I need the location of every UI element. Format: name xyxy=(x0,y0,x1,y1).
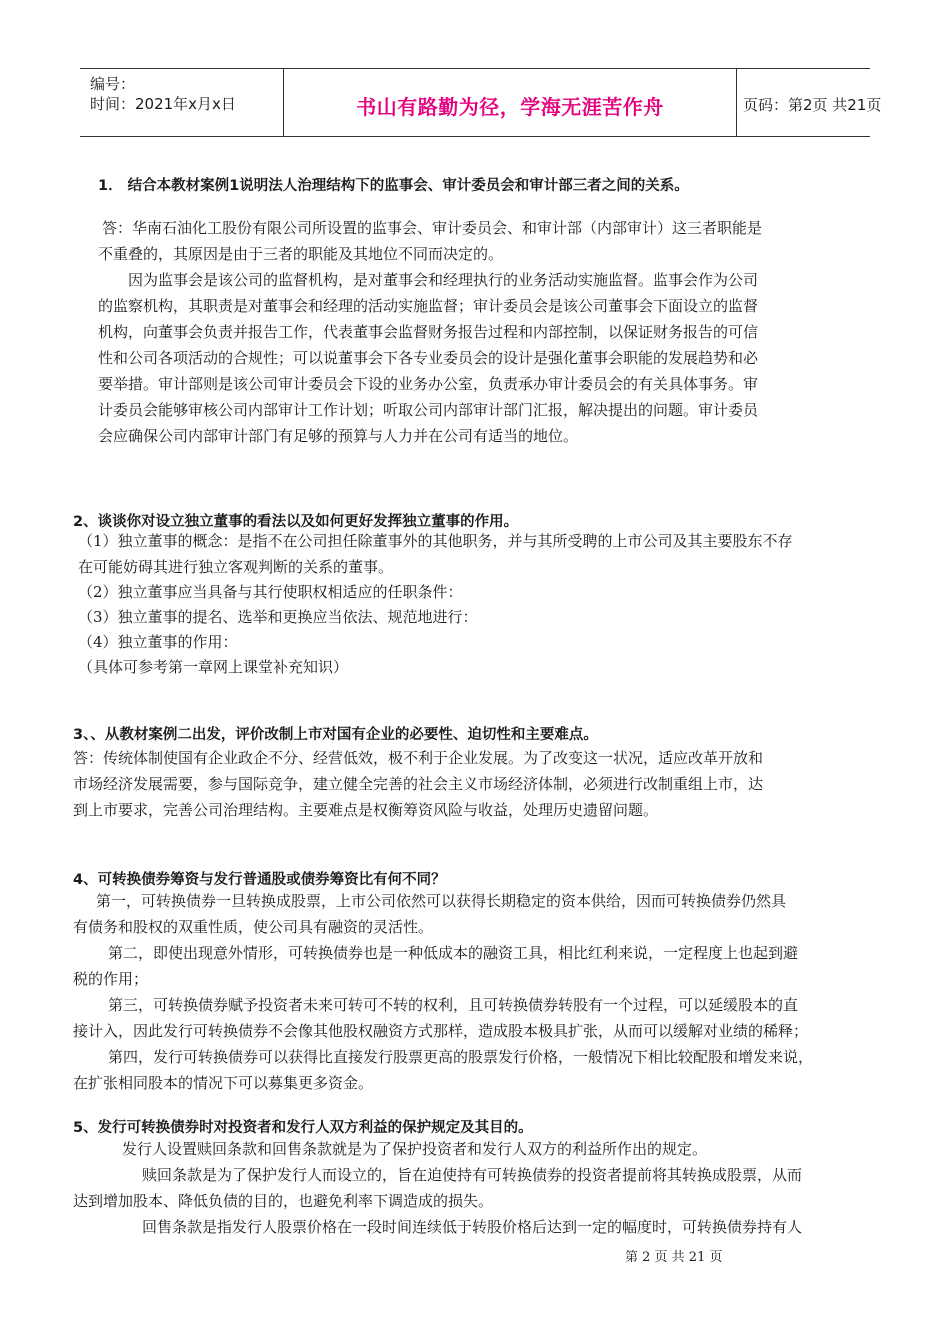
paragraph-line: 到上市要求，完善公司治理结构。主要难点是权衡筹资风险与收益，处理历史遗留问题。 xyxy=(73,801,659,819)
paragraph-line: （2）独立董事应当具备与其行使职权相适应的任职条件： xyxy=(78,583,463,601)
paragraph-line: 在扩张相同股本的情况下可以募集更多资金。 xyxy=(73,1074,374,1092)
paragraph-line: 要举措。审计部则是该公司审计委员会下设的业务办公室，负责承办审计委员会的有关具体事务。审 xyxy=(98,375,759,393)
paragraph-line: （具体可参考第一章网上课堂补充知识） xyxy=(78,658,349,676)
motto: 书山有路勤为径，学海无涯苦作舟 xyxy=(356,95,664,119)
section-4-heading: 4、可转换债券筹资与发行普通股或债券筹资比有何不同？ xyxy=(73,872,446,888)
paragraph-line: 第三，可转换债券赋予投资者未来可转可不转的权利，且可转换债券转股有一个过程，可以延缓股本的直 xyxy=(108,996,799,1014)
paragraph-line: （1）独立董事的概念：是指不在公司担任除董事外的其他职务，并与其所受聘的上市公司及其主要股东不存 xyxy=(78,532,793,550)
paragraph-line: 答：华南石油化工股份有限公司所设置的监事会、审计委员会、和审计部（内部审计）这三者职能是 xyxy=(102,219,763,237)
paragraph-line: （3）独立董事的提名、选举和更换应当依法、规范地进行： xyxy=(78,608,478,626)
paragraph-line: 不重叠的，其原因是由于三者的职能及其地位不同而决定的。 xyxy=(98,245,504,263)
paragraph-line: 发行人设置赎回条款和回售条款就是为了保护投资者和发行人双方的利益所作出的规定。 xyxy=(122,1140,708,1158)
paragraph-line: 性和公司各项活动的合规性；可以说董事会下各专业委员会的设计是强化董事会职能的发展趋势和必 xyxy=(98,349,759,367)
paragraph-line: 的监察机构，其职责是对董事会和经理的活动实施监督；审计委员会是该公司董事会下面设立的监督 xyxy=(98,297,759,315)
page-footer: 第 2 页 共 21 页 xyxy=(625,1250,723,1265)
paragraph-line: 第四，发行可转换债券可以获得比直接发行股票更高的股票发行价格，一般情况下相比较配股和增发来说， xyxy=(108,1048,814,1066)
header-motto-cell xyxy=(284,69,737,136)
document-header xyxy=(80,68,882,137)
code-label: 编号： xyxy=(90,75,136,93)
paragraph-line: 因为监事会是该公司的监督机构，是对董事会和经理执行的业务活动实施监督。监事会作为公司 xyxy=(128,271,759,289)
paragraph-line: 有债务和股权的双重性质，使公司具有融资的灵活性。 xyxy=(73,918,434,936)
paragraph-line: 接计入，因此发行可转换债券不会像其他股权融资方式那样，造成股本极具扩张，从而可以缓解对业绩的稀释； xyxy=(73,1022,809,1040)
paragraph-line: 回售条款是指发行人股票价格在一段时间连续低于转股价格后达到一定的幅度时，可转换债券持有人 xyxy=(142,1218,803,1236)
paragraph-line: 会应确保公司内部审计部门有足够的预算与人力并在公司有适当的地位。 xyxy=(98,427,579,445)
paragraph-line: 答：传统体制使国有企业政企不分、经营低效，极不利于企业发展。为了改变这一状况，适应改革开放和 xyxy=(73,749,764,767)
header-page-cell xyxy=(737,69,882,136)
header-meta-cell xyxy=(80,69,284,136)
paragraph-line: 计委员会能够审核公司内部审计工作计划；听取公司内部审计部门汇报，解决提出的问题。审计委员 xyxy=(98,401,759,419)
paragraph-line: 赎回条款是为了保护发行人而设立的，旨在迫使持有可转换债券的投资者提前将其转换成股票，从而 xyxy=(142,1166,803,1184)
section-1-heading: 1． 结合本教材案例1说明法人治理结构下的监事会、审计委员会和审计部三者之间的关系。 xyxy=(98,178,689,194)
section-5-heading: 5、发行可转换债券时对投资者和发行人双方利益的保护规定及其目的。 xyxy=(73,1120,533,1136)
paragraph-line: 税的作用； xyxy=(73,970,149,988)
paragraph-line: 机构，向董事会负责并报告工作，代表董事会监督财务报告过程和内部控制，以保证财务报告的可信 xyxy=(98,323,759,341)
paragraph-line: 在可能妨碍其进行独立客观判断的关系的董事。 xyxy=(78,558,394,576)
page-info: 页码：第2页 共21页 xyxy=(743,96,882,114)
time-line: 时间：2021年x月x日 xyxy=(90,95,236,113)
paragraph-line: 第二，即使出现意外情形，可转换债券也是一种低成本的融资工具，相比红利来说，一定程度上也起到避 xyxy=(108,944,799,962)
section-2-heading: 2、谈谈你对设立独立董事的看法以及如何更好发挥独立董事的作用。 xyxy=(73,514,519,530)
paragraph-line: 市场经济发展需要，参与国际竞争，建立健全完善的社会主义市场经济体制，必须进行改制重组上市，达 xyxy=(73,775,764,793)
paragraph-line: 第一，可转换债券一旦转换成股票，上市公司依然可以获得长期稳定的资本供给，因而可转换债券仍然具 xyxy=(96,892,787,910)
section-3-heading: 3、、从教材案例二出发，评价改制上市对国有企业的必要性、迫切性和主要难点。 xyxy=(73,727,598,743)
paragraph-line: （4）独立董事的作用： xyxy=(78,633,238,651)
paragraph-line: 达到增加股本、降低负债的目的，也避免利率下调造成的损失。 xyxy=(73,1192,494,1210)
